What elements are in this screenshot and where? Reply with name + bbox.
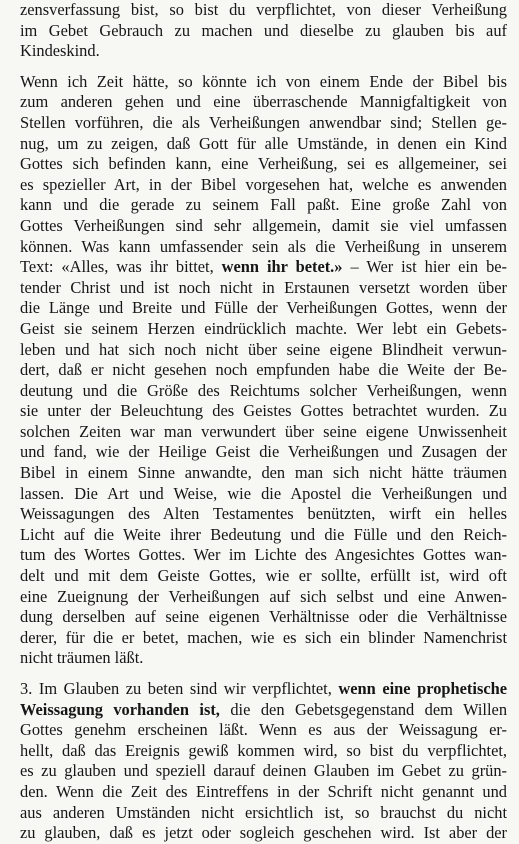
text-line: es zu glauben und speziell darauf deinen Glauben im Gebet zu grün- [20, 761, 507, 781]
bold-phrase: Weissagung vorhanden ist, [20, 699, 220, 719]
text-line: leben und hat sich noch nicht über seine eigene Blindheit verwun- [20, 339, 507, 359]
text-line: es spezieller Art, in der Bibel vorgesehen hat, welche es anwenden [20, 174, 507, 194]
bold-phrase: wenn eine prophetische [338, 679, 507, 698]
text-line: den. Wenn die Zeit des Eintreffens in der Schrift nicht genannt und [20, 781, 507, 801]
paragraph-1 [20, 0, 507, 62]
text-line: Kindeskind. [20, 41, 100, 61]
text-line: nicht träumen läßt. [20, 648, 144, 668]
text-line-with-bold: 3. Im Glauben zu beten sind wir verpflichtet, wenn eine prophetische [20, 679, 507, 698]
text-line: zensverfassung bist, so bist du verpflichtet, von dieser Verheißung [20, 0, 507, 19]
text-line: Wenn ich Zeit hätte, so könnte ich von einem Ende der Bibel bis [20, 71, 507, 91]
text-line: solchen Zeiten war man verwundert über seine eigene Unwissenheit [20, 421, 507, 441]
text-line: Gottes genehm erscheinen läßt. Wenn es aus der Weissagung er- [20, 720, 507, 740]
paragraph-gap [20, 669, 507, 679]
text-line: aus anderen Umständen nicht ersichtlich ist, so brauchst du nicht [20, 802, 507, 822]
text-line: Bibel in einem Sinne anwandte, den man sich nicht hätte träumen [20, 463, 507, 483]
text-line: Gottes Verheißungen sind sehr allgemein, damit sie viel umfassen [20, 215, 507, 235]
text-line: Gottes sich befinden kann, eine Verheißung, sei es allgemeiner, sei [20, 154, 507, 174]
text-line: können. Was kann umfassender sein als die Verheißung in unserem [20, 236, 507, 256]
text-line: eine Zueignung der Verheißungen auf sich selbst und eine Anwen- [20, 586, 507, 606]
text-line: dert, daß er nicht gesehen noch empfunden habe die Weite der Be- [20, 360, 507, 380]
text-line: dung derselben auf seine eigenen Verhältnisse oder die Verhältnisse [20, 607, 507, 627]
paragraph-3 [20, 679, 507, 844]
text-line: derer, für die er betet, machen, wie es sich ein blinder Namenchrist [20, 627, 507, 647]
text-line: zum anderen gehen und eine überraschende Mannigfaltigkeit von [20, 92, 507, 112]
text-line: delt und mit dem Geiste Gottes, wie er sollte, erfüllt ist, wird oft [20, 566, 507, 586]
text-line: deutung und die Größe des Reichtums solcher Verheißungen, wenn [20, 380, 507, 400]
text-line: Weissagungen des Alten Testamentes benützten, wirft ein helles [20, 504, 507, 524]
text-line: sie unter der Beleuchtung des Geistes Gottes betrachtet wurden. Zu [20, 401, 507, 421]
text-line: zu glauben, daß es jetzt oder sogleich geschehen wird. Ist aber der [20, 823, 507, 843]
text-line: im Gebet Gebrauch zu machen und dieselbe zu glauben bis auf [20, 20, 507, 40]
text-line-with-bold: Text: «Alles, was ihr bittet, wenn ihr betet.» – Wer ist hier ein be- [20, 257, 507, 277]
paragraph-2 [20, 72, 507, 669]
text-line-with-bold: Weissagung vorhanden ist, die den Gebetsgegenstand dem Willen [20, 699, 507, 719]
text-line: tender Christ und ist noch nicht in Erstaunen versetzt worden über [20, 277, 507, 297]
paragraph-gap [20, 62, 507, 72]
text-line: Stellen vorführen, die als Verheißungen anwendbar sind; Stellen ge- [20, 112, 507, 132]
text-line: Licht auf die Weite ihrer Bedeutung und die Fülle und den Reich- [20, 524, 507, 544]
text-line: Geist sie seinem Herzen eindrücklich machte. Wer lebt ein Gebets- [20, 318, 507, 338]
text-line: nug, um zu zeigen, daß Gott für alle Umstände, in denen ein Kind [20, 133, 507, 153]
text-line: kann und die gerade zu seinem Fall paßt. Eine große Zahl von [20, 195, 507, 215]
text-line: tum des Wortes Gottes. Wer im Lichte des Angesichtes Gottes wan- [20, 545, 507, 565]
text-line: hellt, daß das Ereignis gewiß kommen wird, so bist du verpflichtet, [20, 740, 507, 760]
text-line: die Länge und Breite und Fülle der Verheißungen Gottes, wenn der [20, 298, 507, 318]
text-line: und fand, wie der Heilige Geist die Verheißungen und Zusagen der [20, 442, 507, 462]
text-line: lassen. Die Art und Weise, wie die Apostel die Verheißungen und [20, 483, 507, 503]
bold-phrase: wenn ihr betet.» [221, 257, 343, 277]
book-page [20, 0, 507, 844]
